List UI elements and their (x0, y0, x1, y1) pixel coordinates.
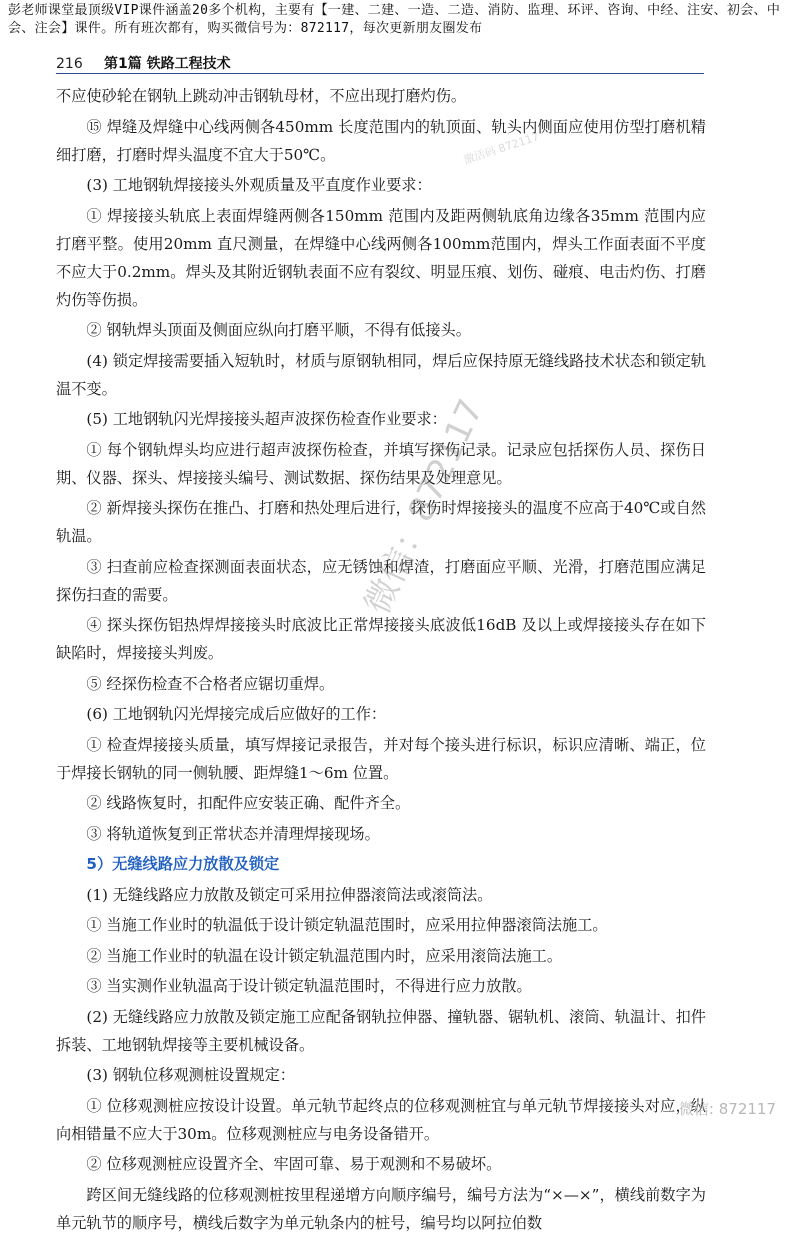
paragraph: ② 线路恢复时，扣配件应安装正确、配件齐全。 (86, 794, 411, 812)
paragraph: ④ 探头探伤铝热焊焊接接头时底波比正常焊接接头底波低16dB 及以上或焊接接头存在如下缺陷时，焊接接头判废。 (56, 616, 706, 662)
paragraph: ① 检查焊接接头质量，填写焊接记录报告，并对每个接头进行标识，标识应清晰、端正，位于焊接长钢轨的同一侧轨腰、距焊缝1～6m 位置。 (56, 735, 706, 782)
paragraph: ⑤ 经探伤检查不合格者应锯切重焊。 (86, 674, 335, 693)
paragraph: ② 位移观测桩应设置齐全、牢固可靠、易于观测和不易破坏。 (86, 1155, 502, 1173)
paragraph: 不应使砂轮在钢轨上跳动冲击钢轨母材，不应出现打磨灼伤。 (56, 87, 467, 105)
watermark-diagonal: 微信：872117 (357, 393, 492, 621)
paragraph: ③ 扫查前应检查探测面表面状态，应无锈蚀和焊渣，打磨面应平顺、光滑，打磨范围应满足探伤扫查的需要。 (56, 557, 706, 604)
paragraph: ① 每个钢轨焊头均应进行超声波探伤检查，并填写探伤记录。记录应包括探伤人员、探伤日期、仪器、探头、焊接接头编号、测试数据、探伤结果及处理意见。 (56, 440, 706, 487)
body-text (56, 82, 706, 1239)
paragraph: ⑮ 焊缝及焊缝中心线两侧各450mm 长度范围内的轨顶面、轨头内侧面应使用仿型打磨机精细打磨，打磨时焊头温度不宜大于50℃。 (56, 117, 706, 164)
paragraph: ① 焊接接头轨底上表面焊缝两侧各150mm 范围内及距两侧轨底角边缘各35mm 范围内应打磨平整。使用20mm 直尺测量，在焊缝中心线两侧各100mm范围内，焊头工作面表面不平度不应大于0.2mm。焊头及其附近钢轨表面不应有裂纹、明显压痕、划伤、碰痕、电击灼伤、打磨灼伤等伤损。 (56, 206, 706, 309)
paragraph: ② 当施工作业时的轨温在设计锁定轨温范围内时，应采用滚筒法施工。 (86, 946, 563, 965)
paragraph: ③ 当实测作业轨温高于设计锁定轨温范围时，不得进行应力放散。 (86, 977, 532, 995)
paragraph: 跨区间无缝线路的位移观测桩按里程递增方向顺序编号，编号方法为“×—×”，横线前数字为单元轨节的顺序号，横线后数字为单元轨条内的桩号，编号均以阿拉伯数 (56, 1185, 706, 1232)
section-heading: 5）无缝线路应力放散及锁定 (86, 855, 280, 873)
paragraph: (3) 钢轨位移观测桩设置规定： (86, 1066, 295, 1084)
watermark-small: 激活码 872117 (462, 130, 541, 167)
paragraph: ① 当施工作业时的轨温低于设计锁定轨温范围时，应采用拉伸器滚筒法施工。 (86, 916, 608, 934)
paragraph: (2) 无缝线路应力放散及锁定施工应配备钢轨拉伸器、撞轨器、锯轨机、滚筒、轨温计、扣件拆装、工地钢轨焊接等主要机械设备。 (56, 1007, 706, 1054)
paragraph: (5) 工地钢轨闪光焊接接头超声波探伤检查作业要求： (86, 410, 447, 428)
page-header (56, 53, 704, 74)
paragraph: (4) 锁定焊接需要插入短轨时，材质与原钢轨相同，焊后应保持原无缝线路技术状态和锁定轨温不变。 (56, 351, 706, 398)
paragraph: ② 钢轨焊头顶面及侧面应纵向打磨平顺，不得有低接头。 (86, 321, 471, 339)
paragraph: ① 位移观测桩应按设计设置。单元轨节起终点的位移观测桩宜与单元轨节焊接接头对应，纵向相错量不应大于30m。位移观测桩应与电务设备错开。 (56, 1096, 706, 1143)
watermark-corner: 微信: 872117 (678, 1100, 776, 1118)
chapter-title: 第1篇 铁路工程技术 (104, 56, 231, 72)
paragraph: (6) 工地钢轨闪光焊接完成后应做好的工作： (86, 705, 387, 723)
promo-banner: 彭老师课堂最顶级VIP课件涵盖20多个机构，主要有【一建、二建、一造、二造、消防、监理、环评、咨询、中经、注安、初会、中会、注会】课件。所有班次都有，购买微信号为：872117，每次更新朋友圈发布 (8, 3, 781, 36)
paragraph: (1) 无缝线路应力放散及锁定可采用拉伸器滚筒法或滚筒法。 (86, 885, 493, 904)
paragraph: ③ 将轨道恢复到正常状态并清理焊接现场。 (86, 824, 380, 843)
paragraph: (3) 工地钢轨焊接接头外观质量及平直度作业要求： (86, 176, 432, 194)
paragraph: ② 新焊接头探伤在推凸、打磨和热处理后进行，探伤时焊接接头的温度不应高于40℃或自然轨温。 (56, 499, 706, 545)
page-number: 216 (56, 56, 83, 72)
